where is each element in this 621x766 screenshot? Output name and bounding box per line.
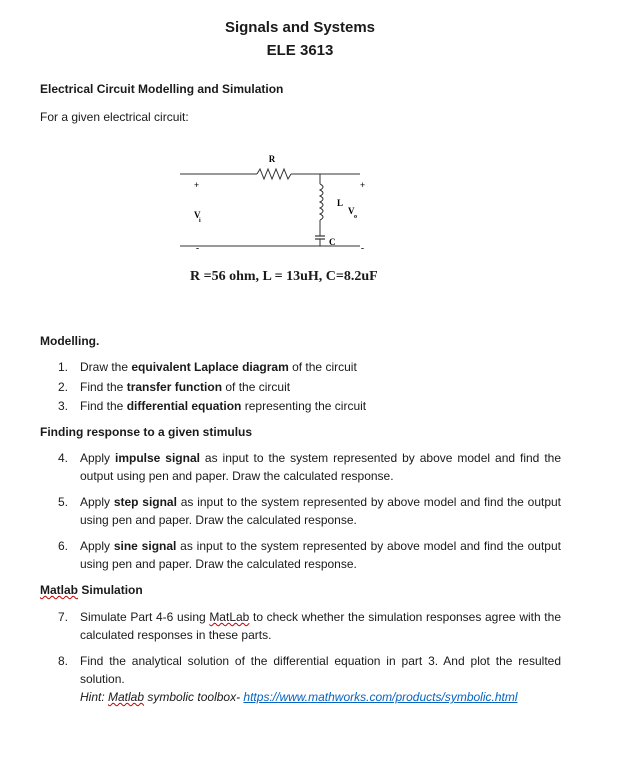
plus-right: + [360, 180, 366, 190]
item-text: Apply step signal as input to the system represented by above model and find the output using pen and paper. Draw the calculated response. [80, 495, 562, 527]
intro-text: For a given electrical circuit: [40, 110, 189, 124]
spellcheck-word: MatLab [209, 610, 250, 624]
label-c: C [329, 237, 336, 247]
label-vi-sub: i [199, 218, 201, 224]
item-number: 2. [58, 380, 69, 394]
item-text: Find the analytical solution of the differential equation in part 3. And plot the resulted solution. [80, 654, 561, 686]
minus-right: - [361, 243, 364, 253]
item-number: 8. [58, 654, 69, 668]
item-number: 4. [58, 451, 69, 465]
label-vo: V [348, 206, 355, 216]
item-text: Find the differential equation representing the circuit [80, 399, 367, 413]
item-bold: differential equation [126, 399, 242, 413]
inductor-symbol [320, 184, 323, 220]
hint-line: Hint: Matlab symbolic toolbox- https://www.mathworks.com/products/symbolic.html [80, 690, 518, 704]
label-r: R [268, 154, 276, 164]
item-text: Draw the equivalent Laplace diagram of the circuit [80, 360, 357, 374]
item-number: 7. [58, 610, 69, 624]
item-number: 3. [58, 399, 69, 413]
item-text: Apply impulse signal as input to the system represented by above model and find the output using pen and paper. Draw the calculated response. [80, 451, 561, 483]
circuit-values-caption: R =56 ohm, L = 13uH, C=8.2uF [190, 269, 378, 284]
item-text: Find the transfer function of the circuit [80, 380, 291, 394]
spellcheck-word: Matlab [40, 583, 79, 597]
item-bold: transfer function [126, 380, 223, 394]
resistor-symbol [257, 169, 291, 179]
section-heading: Electrical Circuit Modelling and Simulation [40, 82, 284, 96]
minus-left: - [196, 243, 199, 253]
spellcheck-word: Matlab [108, 690, 145, 704]
item-bold: sine signal [113, 539, 177, 553]
item-bold: step signal [113, 495, 177, 509]
circuit-diagram [160, 148, 400, 258]
label-l: L [337, 198, 344, 208]
item-bold: impulse signal [114, 451, 200, 465]
mathworks-link[interactable]: https://www.mathworks.com/products/symbolic.html [243, 690, 518, 704]
label-vi: V [194, 210, 201, 220]
item-number: 1. [58, 360, 69, 374]
label-vo-sub: o [354, 214, 357, 220]
item-text: Simulate Part 4-6 using MatLab to check whether the simulation responses agree with the calculated responses in these parts. [80, 610, 561, 642]
course-code: ELE 3613 [266, 42, 334, 59]
item-number: 5. [58, 495, 69, 509]
plus-left: + [194, 180, 200, 190]
item-bold: equivalent Laplace diagram [131, 360, 289, 374]
item-number: 6. [58, 539, 69, 553]
document-title: Signals and Systems [224, 19, 376, 36]
matlab-heading: Matlab Simulation [40, 583, 143, 597]
item-text: Apply sine signal as input to the system represented by above model and find the output using pen and paper. Draw the calculated response. [80, 539, 561, 571]
response-heading: Finding response to a given stimulus [40, 425, 253, 439]
modelling-heading: Modelling. [40, 334, 100, 348]
